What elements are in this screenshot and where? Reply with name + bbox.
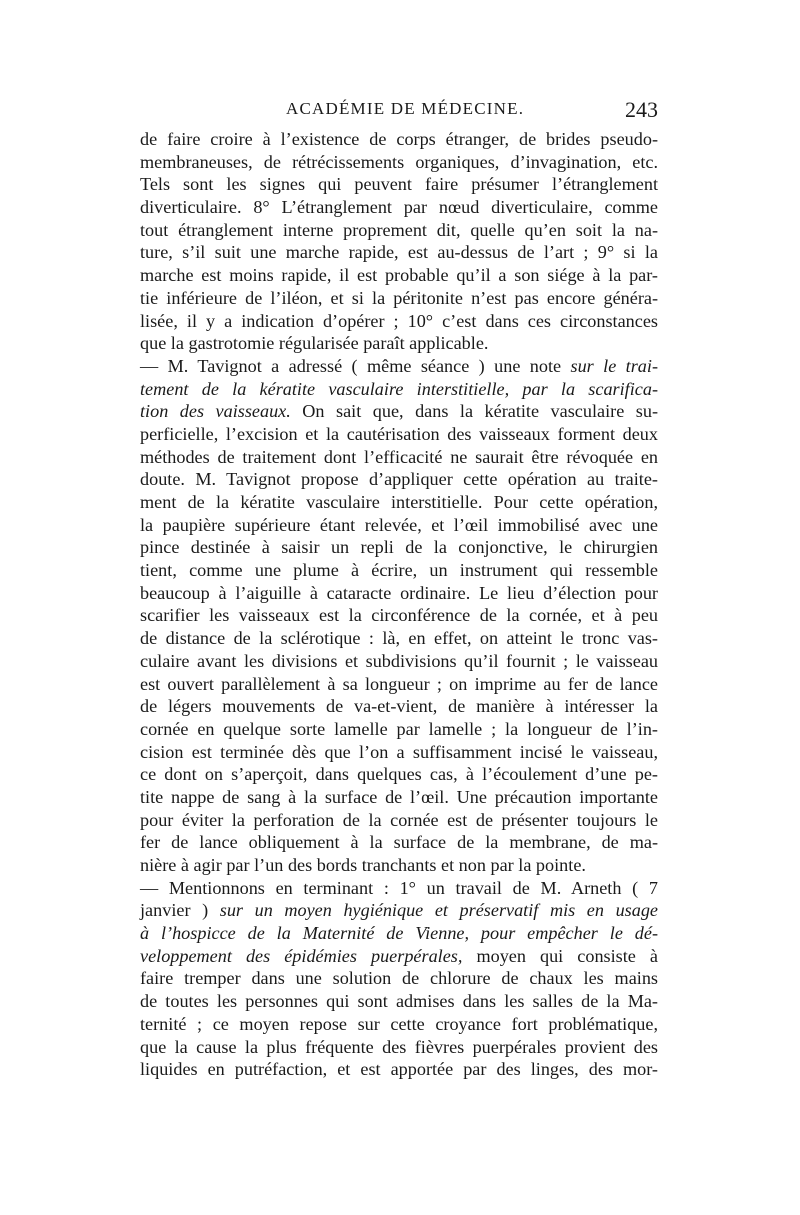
text-segment: la paupière supérieure étant relevée, et l’œil immobilisé avec une [140, 514, 658, 535]
italic-text-segment: à l’hospicce de la Maternité de Vienne, pour empêcher le dé- [140, 923, 658, 944]
running-head [140, 97, 658, 123]
text-line [140, 627, 658, 650]
text-segment: cision est terminée dès que l’on a suffisamment incisé le vaisseau, [140, 741, 658, 762]
text-segment: ce dont on s’aperçoit, dans quelques cas, à l’écoulement d’une pe- [140, 764, 658, 785]
text-segment: ment de la kératite vasculaire interstitielle. Pour cette opération, [140, 492, 658, 512]
text-segment: culaire avant les divisions et subdivisions qu’il fournit ; le vaisseau [140, 650, 658, 671]
text-segment: tient, comme une plume à écrire, un instrument qui ressemble [140, 560, 658, 581]
text-line [140, 128, 658, 151]
text-segment: beaucoup à l’aiguille à cataracte ordinaire. Le lieu d’élection pour [140, 582, 658, 603]
page-number: 243 [625, 97, 658, 122]
text-line [140, 650, 658, 673]
text-segment: tie inférieure de l’iléon, et si la péritonite n’est pas encore généra- [140, 287, 658, 308]
italic-text-segment: sur un moyen hygiénique et préservatif mis en usage [219, 900, 658, 921]
text-line [140, 310, 658, 333]
text-line [140, 718, 658, 741]
text-segment: — Mentionnons en terminant : 1° un travail de M. Arneth ( 7 [140, 877, 658, 898]
text-segment: membraneuses, de rétrécissements organiques, d’invagination, etc. [140, 151, 658, 172]
text-line [140, 673, 658, 696]
text-line [140, 151, 658, 174]
text-segment: méthodes de traitement dont l’efficacité ne saurait être révoquée en [140, 446, 658, 467]
text-segment: pour éviter la perforation de la cornée est de présenter toujours le [140, 809, 658, 830]
text-line [140, 945, 658, 968]
italic-text-segment: tement de la kératite vasculaire interstitielle, par la scarifica- [140, 378, 658, 399]
text-line [140, 899, 658, 922]
text-segment: fer de lance obliquement à la surface de la membrane, de ma- [140, 832, 658, 853]
text-line [140, 355, 658, 378]
text-segment: scarifier les vaisseaux est la circonférence de la cornée, et à peu [140, 605, 658, 626]
text-line [140, 695, 658, 718]
text-line [140, 423, 658, 446]
text-segment: pince destinée à saisir un repli de la conjonctive, le chirurgien [140, 537, 658, 558]
text-segment: Tels sont les signes qui peuvent faire présumer l’étranglement [140, 174, 658, 195]
text-line [140, 559, 658, 582]
italic-text-segment: veloppement des épidémies puerpérales, [140, 945, 463, 966]
text-segment: de toutes les personnes qui sont admises dans les salles de la Ma- [140, 991, 658, 1012]
text-line [140, 1036, 658, 1059]
text-line [140, 1058, 658, 1081]
text-line [140, 854, 658, 877]
text-segment: tite nappe de sang à la surface de l’œil. Une précaution importante [140, 786, 658, 807]
text-segment: ternité ; ce moyen repose sur cette croyance fort problématique, [140, 1013, 658, 1034]
text-line [140, 786, 658, 809]
text-line [140, 173, 658, 196]
body-text [140, 128, 658, 1081]
text-line [140, 741, 658, 764]
text-line [140, 763, 658, 786]
text-line [140, 219, 658, 242]
text-line [140, 831, 658, 854]
text-segment: de légers mouvements de va-et-vient, de manière à intéresser la [140, 696, 658, 717]
italic-text-segment: sur le trai- [570, 355, 658, 376]
text-segment: perficielle, l’excision et la cautérisation des vaisseaux forment deux [140, 423, 658, 444]
text-line [140, 378, 658, 401]
text-segment: est ouvert parallèlement à sa longueur ; on imprime au fer de lance [140, 673, 658, 694]
running-title: ACADÉMIE DE MÉDECINE. [286, 99, 525, 118]
text-line [140, 332, 658, 355]
text-segment: liquides en putréfaction, et est apportée par des linges, des mor- [140, 1059, 658, 1080]
text-line [140, 491, 658, 514]
text-line [140, 241, 658, 264]
text-segment: doute. M. Tavignot propose d’appliquer cette opération au traite- [140, 469, 658, 490]
text-segment: janvier ) [140, 900, 220, 921]
text-line [140, 604, 658, 627]
text-segment: nière à agir par l’un des bords tranchants et non par la pointe. [140, 855, 586, 875]
text-segment: diverticulaire. 8° L’étranglement par nœud diverticulaire, comme [140, 197, 658, 218]
text-segment: ture, s’il suit une marche rapide, est au-dessus de l’art ; 9° si la [140, 242, 658, 263]
text-segment: On sait que, dans la kératite vasculaire su- [290, 401, 658, 422]
text-segment: que la gastrotomie régularisée paraît applicable. [140, 333, 489, 354]
text-line [140, 922, 658, 945]
text-segment: faire tremper dans une solution de chlorure de chaux les mains [140, 968, 658, 989]
text-line [140, 400, 658, 423]
text-line [140, 514, 658, 537]
text-segment: — M. Tavignot a adressé ( même séance ) une note [140, 355, 571, 376]
text-line [140, 967, 658, 990]
text-line [140, 990, 658, 1013]
text-line [140, 264, 658, 287]
text-segment: de distance de la sclérotique : là, en effet, on atteint le tronc vas- [140, 628, 658, 649]
text-line [140, 877, 658, 900]
text-segment: cornée en quelque sorte lamelle par lamelle ; la longueur de l’in- [140, 718, 658, 739]
text-line [140, 809, 658, 832]
text-line [140, 468, 658, 491]
text-line [140, 196, 658, 219]
text-segment: lisée, il y a indication d’opérer ; 10° c’est dans ces circonstances [140, 310, 658, 331]
text-segment: tout étranglement interne proprement dit, quelle qu’en soit la na- [140, 219, 658, 240]
text-line [140, 536, 658, 559]
text-line [140, 287, 658, 310]
text-line [140, 582, 658, 605]
text-segment: de faire croire à l’existence de corps étranger, de brides pseudo- [140, 129, 658, 149]
italic-text-segment: tion des vaisseaux. [140, 401, 291, 422]
text-segment: marche est moins rapide, il est probable qu’il a son siége à la par- [140, 265, 658, 286]
text-segment: moyen qui consiste à [462, 945, 658, 966]
text-line [140, 1013, 658, 1036]
text-line [140, 446, 658, 469]
text-segment: que la cause la plus fréquente des fièvres puerpérales provient des [140, 1036, 658, 1057]
